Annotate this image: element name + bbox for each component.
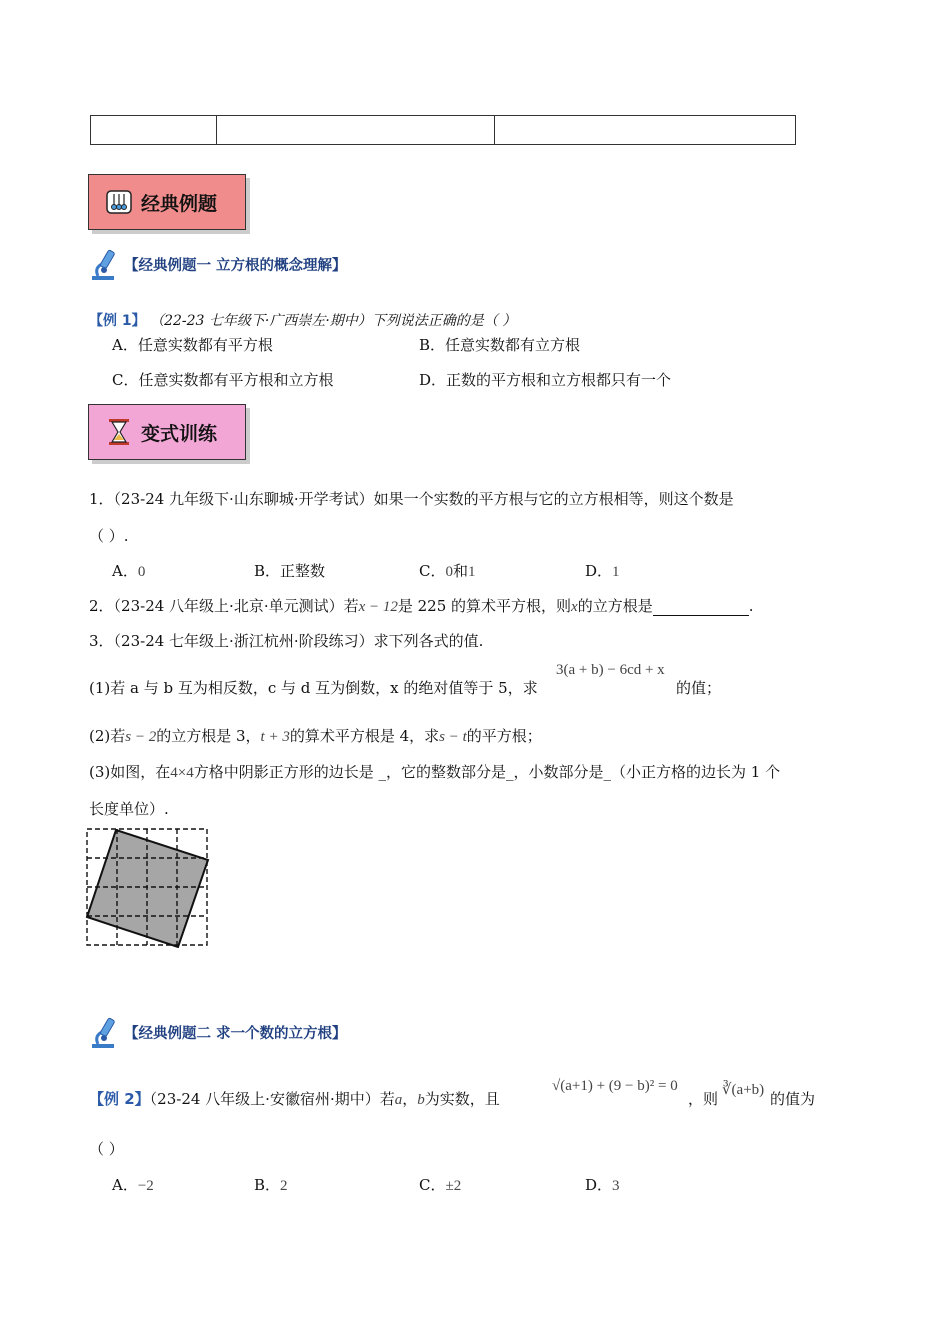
example-2-paren: （ ） xyxy=(89,1140,124,1158)
example-tag: 【例 1】 xyxy=(89,313,146,329)
ex2-option-a xyxy=(112,1174,154,1195)
q3-p2-e1: s − 2 xyxy=(125,729,157,745)
condition-expr: √(a+1) + (9 − b)² = 0 xyxy=(552,1078,678,1094)
q2-var: x xyxy=(571,599,578,615)
answer-blank xyxy=(653,601,749,616)
header-cell xyxy=(495,116,796,145)
q3-p1-end: 的值； xyxy=(676,679,722,697)
q3-p2-a: (2)若 xyxy=(89,727,126,745)
q1-option-a-value: 0 xyxy=(137,564,146,580)
q3-p3-a: (3)如图，在 xyxy=(89,763,171,781)
header-cell xyxy=(91,116,217,145)
ex2-option-c-value: ±2 xyxy=(445,1178,462,1194)
ex2-option-d-value: 3 xyxy=(612,1178,620,1194)
q1-option-d xyxy=(585,560,620,581)
ex2-option-a-label: A． xyxy=(112,1176,138,1194)
then-text: ，则 xyxy=(688,1090,719,1108)
option-a: A．任意实数都有平方根 xyxy=(112,336,273,354)
q2-mid: 是 225 的算术平方根，则 xyxy=(397,597,572,615)
question-3-head: 3．（23-24 七年级上·浙江杭州·阶段练习）求下列各式的值. xyxy=(89,632,484,650)
option-c: C．任意实数都有平方根和立方根 xyxy=(112,371,334,389)
q3-p3-b: 方格中阴影正方形的边长是 _，它的整数部分是_，小数部分是_（小正方格的边长为 1 个 xyxy=(193,763,781,781)
q1-option-c-label: C． xyxy=(419,562,446,580)
section-title-2 xyxy=(88,1014,347,1050)
question-1-paren: （ ）. xyxy=(89,527,129,545)
example-2-mid: 为实数，且 xyxy=(424,1090,500,1108)
option-b: B．任意实数都有立方根 xyxy=(419,336,581,354)
microscope-icon xyxy=(88,1014,124,1050)
option-d: D．正数的平方根和立方根都只有一个 xyxy=(419,371,672,389)
q1-option-b: B．正整数 xyxy=(254,562,326,580)
q1-option-c-and: 和 xyxy=(452,562,468,580)
q2-end: . xyxy=(748,597,754,615)
q3-p2-e2: t + 3 xyxy=(260,729,290,745)
hourglass-icon xyxy=(105,418,133,446)
microscope-icon xyxy=(88,246,124,282)
question-3-part-2 xyxy=(89,725,542,746)
classic-examples-banner xyxy=(88,174,246,230)
comma: ， xyxy=(402,1090,418,1108)
q2-suffix: 的立方根是 xyxy=(577,597,653,615)
q1-option-a-label: A． xyxy=(112,562,138,580)
example-2-source: （23-24 八年级上·安徽宿州·期中）若 xyxy=(149,1090,395,1108)
q3-p2-c: 的算术平方根是 4，求 xyxy=(289,727,440,745)
question-3-part-3 xyxy=(89,761,780,782)
cube-root-expr: ∛(a+b) xyxy=(722,1082,765,1098)
q1-option-c-value2: 1 xyxy=(468,564,476,580)
var-b: b xyxy=(417,1092,425,1108)
question-1-stem: 1．（23-24 九年级下·山东聊城·开学考试）如果一个实数的平方根与它的立方根相等，则这个数是 xyxy=(89,490,734,508)
ex2-option-b-label: B． xyxy=(254,1176,281,1194)
example-2-end: 的值为 xyxy=(770,1090,816,1108)
q1-option-c xyxy=(419,560,476,581)
ex2-option-d xyxy=(585,1174,620,1195)
q3-p2-b: 的立方根是 3， xyxy=(156,727,261,745)
q2-expr: x − 12 xyxy=(358,599,398,615)
ex2-option-c-label: C． xyxy=(419,1176,446,1194)
section-title-text: 【经典例题一 立方根的概念理解】 xyxy=(124,257,347,274)
q2-prefix: 2．（23-24 八年级上·北京·单元测试）若 xyxy=(89,597,359,615)
q3-p3-grid-size: 4×4 xyxy=(170,765,194,781)
example-tag: 【例 2】 xyxy=(89,1090,150,1108)
header-cell xyxy=(217,116,495,145)
ex2-option-a-value: −2 xyxy=(137,1178,154,1194)
ex2-option-b-value: 2 xyxy=(280,1178,288,1194)
q3-p2-e3: s − t xyxy=(439,729,467,745)
pendulum-icon xyxy=(105,188,133,216)
example-1-stem xyxy=(89,310,516,330)
q1-option-d-value: 1 xyxy=(612,564,620,580)
q1-option-a xyxy=(112,560,145,581)
question-2 xyxy=(89,595,754,616)
question-3-part-1 xyxy=(89,677,538,698)
section-title-text: 【经典例题二 求一个数的立方根】 xyxy=(124,1025,347,1042)
q3-p1-expr: 3(a + b) − 6cd + x xyxy=(556,662,665,678)
example-source: （22-23 七年级下·广西崇左·期中）下列说法正确的是（ ） xyxy=(150,313,517,329)
header-table xyxy=(90,115,796,145)
ex2-option-c xyxy=(419,1174,461,1195)
variant-training-label: 变式训练 xyxy=(141,422,218,445)
q3-p1-text: (1)若 a 与 b 互为相反数，c 与 d 互为倒数，x 的绝对值等于 5，求 xyxy=(89,679,538,697)
section-title-1 xyxy=(88,246,347,282)
q1-option-c-value1: 0 xyxy=(445,564,453,580)
var-a: a xyxy=(394,1092,403,1108)
variant-training-banner xyxy=(88,404,246,460)
example-2-stem xyxy=(89,1088,500,1109)
grid-figure xyxy=(84,826,210,948)
ex2-option-b xyxy=(254,1174,288,1195)
q3-p2-d: 的平方根； xyxy=(466,727,542,745)
ex2-option-d-label: D． xyxy=(585,1176,613,1194)
classic-examples-label: 经典例题 xyxy=(141,192,218,215)
q3-p3-c: 长度单位）. xyxy=(89,800,169,818)
q1-option-d-label: D． xyxy=(585,562,613,580)
